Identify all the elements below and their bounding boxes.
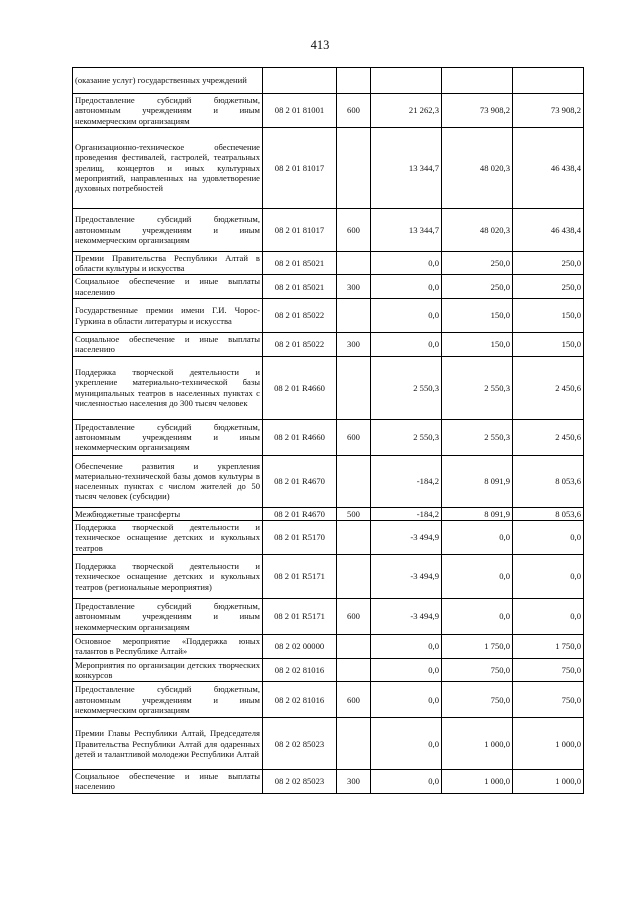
target-article-code-cell: 08 2 01 R4670 (263, 507, 337, 520)
amount-col-1-cell (371, 68, 442, 94)
target-article-code-cell: 08 2 01 85022 (263, 299, 337, 333)
expense-name-cell: Предоставление субсидий бюджетным, автономным учреждениям и иным некоммерческим организациям (73, 419, 263, 455)
target-article-code-cell: 08 2 01 81017 (263, 127, 337, 208)
expense-name-cell: Премии Главы Республики Алтай, Председателя Правительства Республики Алтай для одаренных детей и талантливой молодежи Республики Алтай (73, 718, 263, 770)
amount-col-1-cell: 0,0 (371, 275, 442, 299)
amount-col-1-cell: 0,0 (371, 299, 442, 333)
table-row (73, 208, 584, 251)
amount-col-2-cell: 150,0 (442, 299, 513, 333)
amount-col-3-cell: 46 438,4 (513, 208, 584, 251)
target-article-code-cell: 08 2 01 R4670 (263, 455, 337, 507)
amount-col-3-cell: 150,0 (513, 333, 584, 357)
amount-col-1-cell: -184,2 (371, 455, 442, 507)
amount-col-2-cell: 750,0 (442, 682, 513, 718)
target-article-code-cell: 08 2 02 81016 (263, 658, 337, 682)
amount-col-2-cell: 48 020,3 (442, 127, 513, 208)
table-row (73, 419, 584, 455)
expense-name-cell: Межбюджетные трансферты (73, 507, 263, 520)
amount-col-3-cell: 250,0 (513, 275, 584, 299)
table-row (73, 356, 584, 419)
amount-col-2-cell: 8 091,9 (442, 507, 513, 520)
expense-name-cell: Предоставление субсидий бюджетным, автономным учреждениям и иным некоммерческим организациям (73, 208, 263, 251)
amount-col-2-cell (442, 68, 513, 94)
target-article-code-cell: 08 2 01 R5171 (263, 554, 337, 598)
amount-col-3-cell: 1 000,0 (513, 770, 584, 794)
amount-col-1-cell: 0,0 (371, 682, 442, 718)
expense-type-cell: 500 (337, 507, 371, 520)
amount-col-2-cell: 1 750,0 (442, 634, 513, 658)
amount-col-3-cell (513, 68, 584, 94)
amount-col-2-cell: 1 000,0 (442, 718, 513, 770)
table-row (73, 598, 584, 634)
expense-type-cell: 600 (337, 419, 371, 455)
target-article-code-cell: 08 2 01 R4660 (263, 356, 337, 419)
expense-type-cell: 600 (337, 598, 371, 634)
target-article-code-cell: 08 2 02 00000 (263, 634, 337, 658)
amount-col-3-cell: 750,0 (513, 658, 584, 682)
expense-type-cell: 600 (337, 208, 371, 251)
amount-col-3-cell: 2 450,6 (513, 419, 584, 455)
expense-name-cell: Поддержка творческой деятельности и техническое оснащение детских и кукольных театров (73, 520, 263, 554)
table-row (73, 520, 584, 554)
expense-type-cell: 300 (337, 770, 371, 794)
amount-col-1-cell: 0,0 (371, 770, 442, 794)
amount-col-1-cell: 0,0 (371, 251, 442, 275)
table-row (73, 251, 584, 275)
table-row (73, 275, 584, 299)
expense-type-cell (337, 356, 371, 419)
expense-name-cell: Основное мероприятие «Поддержка юных талантов в Республике Алтай» (73, 634, 263, 658)
amount-col-2-cell: 0,0 (442, 598, 513, 634)
expense-type-cell (337, 127, 371, 208)
expense-name-cell: Социальное обеспечение и иные выплаты населению (73, 275, 263, 299)
table-row (73, 68, 584, 94)
expense-name-cell: Поддержка творческой деятельности и укрепление материально-технической базы муниципальных театров в населенных пунктах с численностью населения до 300 тысяч человек (73, 356, 263, 419)
expense-name-cell: Предоставление субсидий бюджетным, автономным учреждениям и иным некоммерческим организациям (73, 598, 263, 634)
amount-col-1-cell: 0,0 (371, 718, 442, 770)
amount-col-3-cell: 150,0 (513, 299, 584, 333)
target-article-code-cell: 08 2 01 85021 (263, 251, 337, 275)
amount-col-1-cell: 13 344,7 (371, 127, 442, 208)
amount-col-1-cell: 13 344,7 (371, 208, 442, 251)
amount-col-2-cell: 73 908,2 (442, 94, 513, 128)
target-article-code-cell: 08 2 01 R4660 (263, 419, 337, 455)
table-row (73, 333, 584, 357)
amount-col-3-cell: 8 053,6 (513, 507, 584, 520)
amount-col-3-cell: 0,0 (513, 520, 584, 554)
table-row (73, 770, 584, 794)
expense-name-cell: Обеспечение развития и укрепления материально-технической базы домов культуры в населенных пунктах с числом жителей до 50 тысяч человек (субсидии) (73, 455, 263, 507)
amount-col-3-cell: 73 908,2 (513, 94, 584, 128)
expense-name-cell: Предоставление субсидий бюджетным, автономным учреждениям и иным некоммерческим организациям (73, 682, 263, 718)
expense-type-cell (337, 634, 371, 658)
expense-name-cell: Организационно-техническое обеспечение проведения фестивалей, гастролей, театральных зрелищ, концертов и иных культурных мероприятий, направленных на удовлетворение духовных потребностей (73, 127, 263, 208)
amount-col-3-cell: 1 750,0 (513, 634, 584, 658)
table-row (73, 554, 584, 598)
expense-type-cell (337, 68, 371, 94)
amount-col-2-cell: 150,0 (442, 333, 513, 357)
amount-col-3-cell: 750,0 (513, 682, 584, 718)
expense-type-cell (337, 455, 371, 507)
amount-col-3-cell: 250,0 (513, 251, 584, 275)
page-number: 413 (310, 38, 330, 52)
table-row (73, 682, 584, 718)
table-row (73, 299, 584, 333)
table-row (73, 658, 584, 682)
amount-col-1-cell: -3 494,9 (371, 598, 442, 634)
amount-col-3-cell: 0,0 (513, 598, 584, 634)
target-article-code-cell: 08 2 01 81001 (263, 94, 337, 128)
table-row (73, 507, 584, 520)
amount-col-1-cell: -3 494,9 (371, 520, 442, 554)
target-article-code-cell: 08 2 01 R5170 (263, 520, 337, 554)
expense-name-cell: Мероприятия по организации детских творческих конкурсов (73, 658, 263, 682)
target-article-code-cell: 08 2 01 R5171 (263, 598, 337, 634)
table-row (73, 94, 584, 128)
amount-col-2-cell: 2 550,3 (442, 419, 513, 455)
expense-type-cell (337, 299, 371, 333)
amount-col-1-cell: 2 550,3 (371, 419, 442, 455)
expense-name-cell: (оказание услуг) государственных учреждений (73, 68, 263, 94)
amount-col-1-cell: 0,0 (371, 333, 442, 357)
expense-type-cell: 300 (337, 275, 371, 299)
amount-col-2-cell: 250,0 (442, 275, 513, 299)
target-article-code-cell: 08 2 01 81017 (263, 208, 337, 251)
amount-col-3-cell: 8 053,6 (513, 455, 584, 507)
amount-col-1-cell: -184,2 (371, 507, 442, 520)
target-article-code-cell: 08 2 02 81016 (263, 682, 337, 718)
amount-col-2-cell: 0,0 (442, 554, 513, 598)
expense-type-cell (337, 251, 371, 275)
target-article-code-cell: 08 2 01 85021 (263, 275, 337, 299)
target-article-code-cell: 08 2 01 85022 (263, 333, 337, 357)
expense-type-cell (337, 658, 371, 682)
amount-col-1-cell: 0,0 (371, 634, 442, 658)
amount-col-2-cell: 8 091,9 (442, 455, 513, 507)
expense-type-cell (337, 718, 371, 770)
amount-col-2-cell: 1 000,0 (442, 770, 513, 794)
budget-table (72, 67, 584, 794)
amount-col-1-cell: 21 262,3 (371, 94, 442, 128)
expense-name-cell: Государственные премии имени Г.И. Чорос-Гуркина в области литературы и искусства (73, 299, 263, 333)
expense-type-cell: 600 (337, 682, 371, 718)
expense-name-cell: Социальное обеспечение и иные выплаты населению (73, 333, 263, 357)
expense-name-cell: Предоставление субсидий бюджетным, автономным учреждениям и иным некоммерческим организациям (73, 94, 263, 128)
amount-col-2-cell: 750,0 (442, 658, 513, 682)
expense-type-cell (337, 520, 371, 554)
expense-name-cell: Социальное обеспечение и иные выплаты населению (73, 770, 263, 794)
amount-col-3-cell: 2 450,6 (513, 356, 584, 419)
amount-col-3-cell: 0,0 (513, 554, 584, 598)
expense-name-cell: Премии Правительства Республики Алтай в области культуры и искусства (73, 251, 263, 275)
amount-col-3-cell: 1 000,0 (513, 718, 584, 770)
budget-table-body (73, 68, 584, 794)
target-article-code-cell: 08 2 02 85023 (263, 718, 337, 770)
amount-col-1-cell: 2 550,3 (371, 356, 442, 419)
amount-col-2-cell: 250,0 (442, 251, 513, 275)
expense-type-cell: 300 (337, 333, 371, 357)
amount-col-1-cell: -3 494,9 (371, 554, 442, 598)
amount-col-2-cell: 48 020,3 (442, 208, 513, 251)
amount-col-2-cell: 2 550,3 (442, 356, 513, 419)
target-article-code-cell: 08 2 02 85023 (263, 770, 337, 794)
expense-type-cell (337, 554, 371, 598)
amount-col-2-cell: 0,0 (442, 520, 513, 554)
target-article-code-cell (263, 68, 337, 94)
amount-col-1-cell: 0,0 (371, 658, 442, 682)
expense-type-cell: 600 (337, 94, 371, 128)
table-row (73, 634, 584, 658)
table-row (73, 455, 584, 507)
amount-col-3-cell: 46 438,4 (513, 127, 584, 208)
expense-name-cell: Поддержка творческой деятельности и техническое оснащение детских и кукольных театров (региональные мероприятия) (73, 554, 263, 598)
table-row (73, 718, 584, 770)
table-row (73, 127, 584, 208)
